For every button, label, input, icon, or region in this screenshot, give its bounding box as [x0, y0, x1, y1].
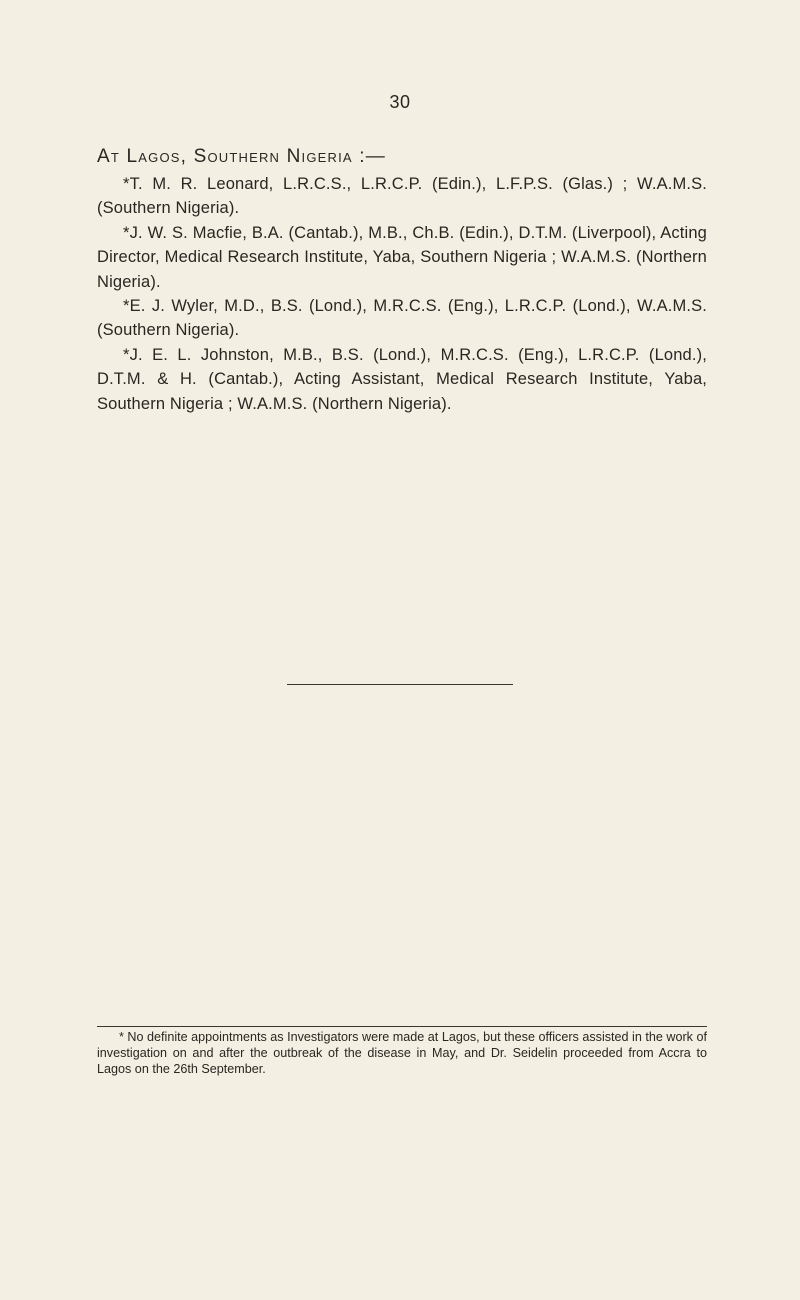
section-divider — [287, 684, 513, 685]
entry-wyler: *E. J. Wyler, M.D., B.S. (Lond.), M.R.C.S. (Eng.), L.R.C.P. (Lond.), W.A.M.S. (Southern Nigeria). — [97, 297, 707, 340]
section-heading-suffix: :— — [352, 146, 386, 167]
footnote: * No definite appointments as Investigators were made at Lagos, but these officers assisted in the work of investigation on and after the outbreak of the disease in May, and Dr. Seidelin proceeded from Accra to Lagos on the 26th September. — [97, 1030, 707, 1076]
entry-leonard: *T. M. R. Leonard, L.R.C.S., L.R.C.P. (Edin.), L.F.P.S. (Glas.) ; W.A.M.S. (Southern Nigeria). — [97, 175, 707, 218]
entry-johnston: *J. E. L. Johnston, M.B., B.S. (Lond.), M.R.C.S. (Eng.), L.R.C.P. (Lond.), D.T.M. & H. (Cantab.), Acting Assistant, Medical Research Institute, Yaba, Southern Nigeria ; W.A.M.S. (Northern Nigeria). — [97, 345, 707, 413]
entry-macfie: *J. W. S. Macfie, B.A. (Cantab.), M.B., Ch.B. (Edin.), D.T.M. (Liverpool), Acting Director, Medical Research Institute, Yaba, Southern Nigeria ; W.A.M.S. (Northern Nigeria). — [97, 223, 707, 291]
page-number: 30 — [389, 92, 411, 112]
section-heading-text: At Lagos, Southern Nigeria — [97, 146, 353, 167]
footnote-divider — [97, 1026, 707, 1027]
entries-list — [97, 172, 707, 416]
section-heading — [97, 146, 386, 168]
